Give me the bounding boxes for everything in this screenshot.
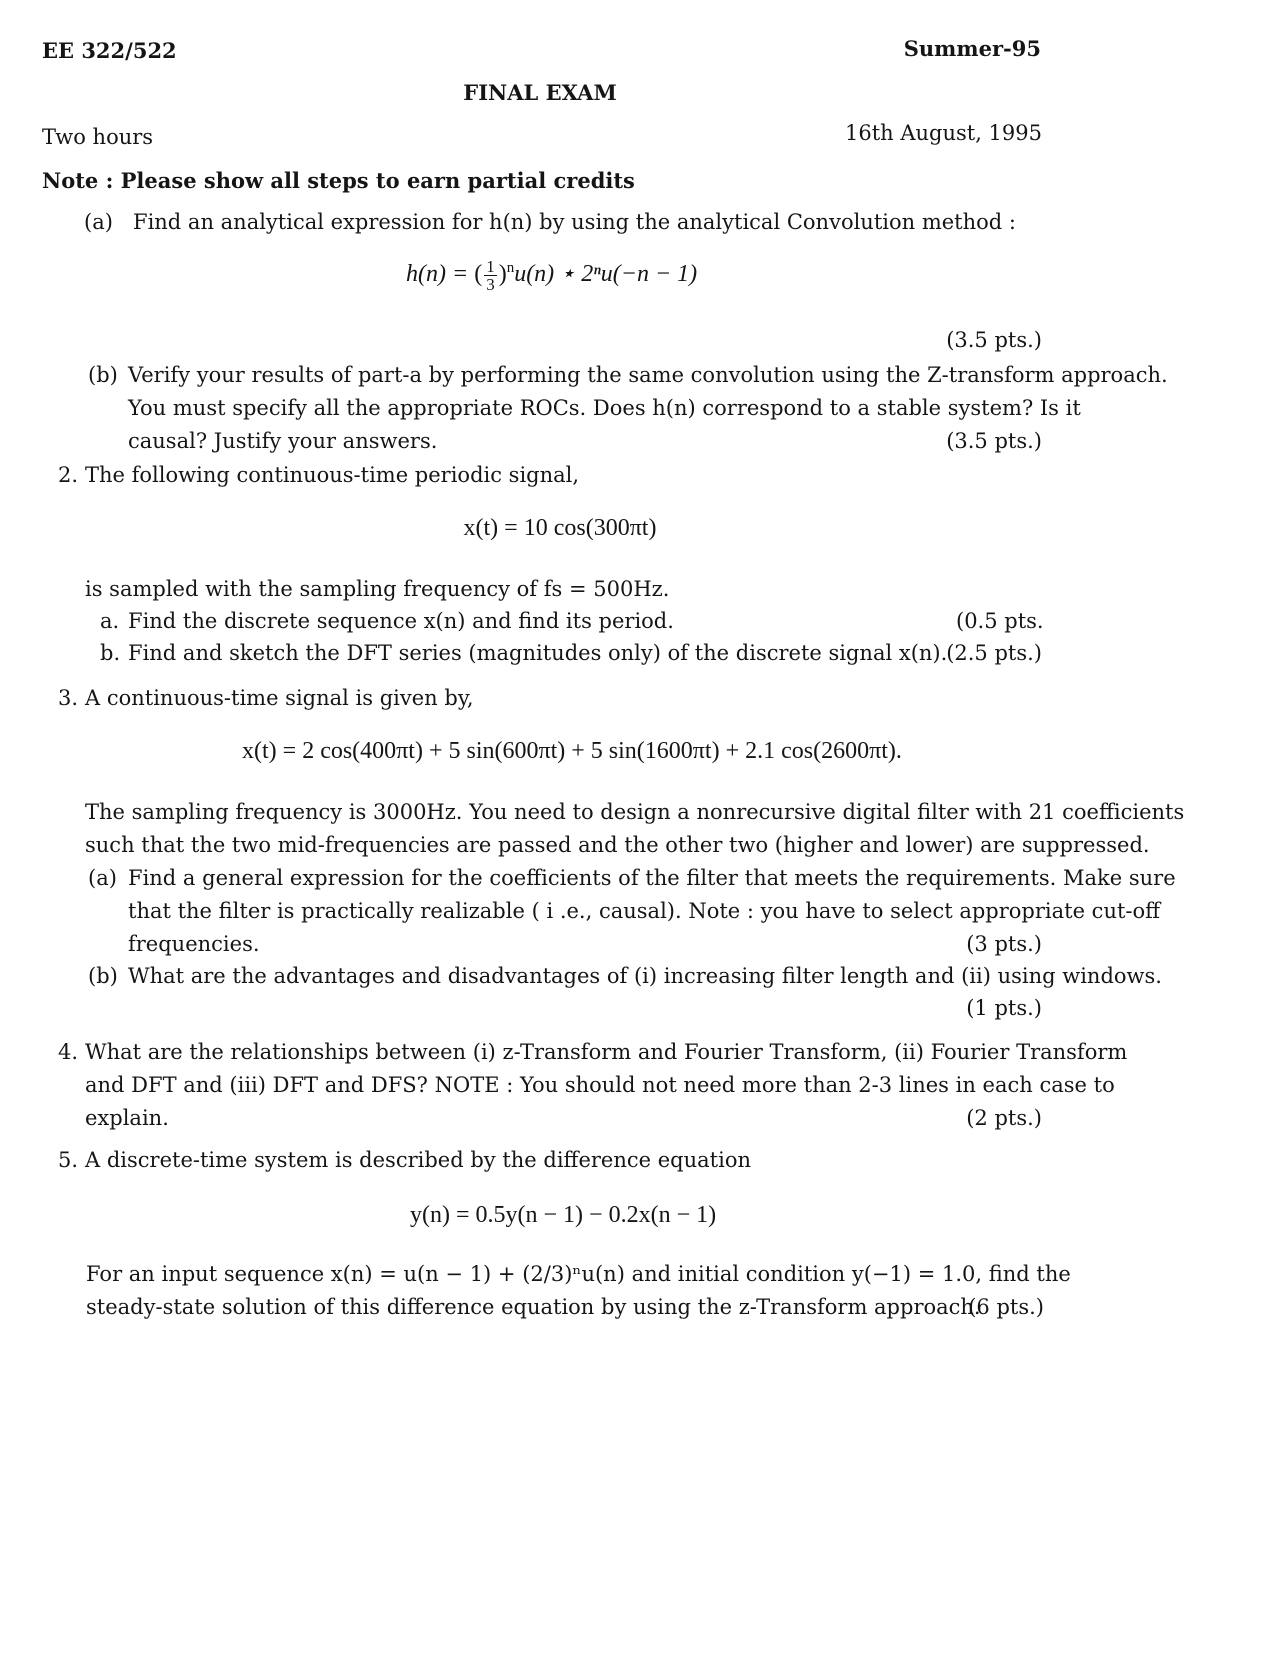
q3-paragraph	[85, 796, 1185, 862]
q3-a-line: that the filter is practically realizable ( i .e., causal). Note : you have to select appropriate cut-off	[128, 899, 1161, 923]
q3-a-text	[128, 862, 1176, 961]
q2-sampled: is sampled with the sampling frequency of fs = 500Hz.	[85, 577, 670, 601]
q3-line: such that the two mid-frequencies are passed and the other two (higher and lower) are suppressed.	[85, 833, 1150, 857]
q4-line	[85, 1102, 1042, 1135]
q5-intro: A discrete-time system is described by the difference equation	[85, 1148, 751, 1172]
q4-line: What are the relationships between (i) z-Transform and Fourier Transform, (ii) Fourier Transform	[85, 1040, 1128, 1064]
q4-text	[85, 1036, 1128, 1135]
q1-b-line	[128, 425, 1042, 458]
q1-eq-exponent: n	[506, 260, 515, 277]
q4-line-text: explain.	[85, 1106, 169, 1130]
exam-date: 16th August, 1995	[844, 121, 1042, 145]
term: Summer-95	[903, 36, 1041, 61]
q4-line: and DFT and (iii) DFT and DFS? NOTE : You should not need more than 2-3 lines in each case to	[85, 1073, 1115, 1097]
q3-b-points: (1 pts.)	[966, 996, 1042, 1020]
q3-a-line: Find a general expression for the coefficients of the filter that meets the requirements. Make sure	[128, 866, 1176, 890]
q3-b-text: What are the advantages and disadvantages of (i) increasing filter length and (ii) using windows.	[128, 964, 1162, 988]
q1-equation: h(n) = ( $\frac{1}{3}$ )$^n$u(n) ⋆ 2ⁿu(−n − 1)	[406, 257, 698, 294]
q3-number: 3.	[58, 686, 79, 710]
q4-number: 4.	[58, 1040, 79, 1064]
q2-a-text: Find the discrete sequence x(n) and find its period.	[128, 609, 674, 633]
q1-a-points: (3.5 pts.)	[946, 328, 1042, 352]
q5-line-text: steady-state solution of this difference equation by using the z-Transform approach.	[86, 1295, 981, 1319]
q2-number: 2.	[58, 463, 79, 487]
q1-eq-rhs: u(n) ⋆ 2ⁿu(−n − 1)	[514, 261, 698, 288]
q1-b-line: You must specify all the appropriate ROCs. Does h(n) correspond to a stable system? Is it	[128, 396, 1081, 420]
q2-equation: x(t) = 10 cos(300πt)	[463, 515, 657, 541]
q2-b-label: b.	[100, 641, 121, 665]
q2-b-points: (2.5 pts.)	[946, 641, 1042, 665]
q1-b-line-text: causal? Justify your answers.	[128, 429, 438, 453]
q1-eq-lhs: h(n) =	[406, 261, 469, 288]
q3-intro: A continuous-time signal is given by,	[85, 686, 474, 710]
exam-duration: Two hours	[42, 125, 154, 149]
q3-b-label: (b)	[88, 964, 118, 988]
course-code: EE 322/522	[42, 38, 177, 63]
q2-a-points: (0.5 pts.	[956, 609, 1044, 633]
frac-denominator: 3	[486, 275, 495, 294]
q1-b-label: (b)	[88, 363, 118, 387]
q5-line	[86, 1291, 1044, 1324]
exam-note: Note : Please show all steps to earn partial credits	[42, 168, 635, 193]
q3-a-points: (3 pts.)	[966, 932, 1042, 956]
q1-b-points: (3.5 pts.)	[946, 429, 1042, 453]
q5-number: 5.	[58, 1148, 79, 1172]
q1-eq-fraction	[484, 258, 497, 293]
q2-intro: The following continuous-time periodic signal,	[85, 463, 580, 487]
q4-points: (2 pts.)	[966, 1106, 1042, 1130]
q5-equation: y(n) = 0.5y(n − 1) − 0.2x(n − 1)	[410, 1202, 717, 1228]
q3-a-label: (a)	[88, 866, 117, 890]
q1-a-label: (a)	[84, 210, 113, 234]
q5-line: For an input sequence x(n) = u(n − 1) + (2/3)ⁿu(n) and initial condition y(−1) = 1.0, find the	[86, 1262, 1071, 1286]
page-title: FINAL EXAM	[463, 80, 617, 105]
q1-b-text	[128, 359, 1168, 458]
q2-a-label: a.	[100, 609, 120, 633]
q2-b-text: Find and sketch the DFT series (magnitudes only) of the discrete signal x(n).	[128, 641, 948, 665]
q1-b-line: Verify your results of part-a by performing the same convolution using the Z-transform approach.	[128, 363, 1168, 387]
q3-a-line	[128, 928, 1042, 961]
q3-line: The sampling frequency is 3000Hz. You need to design a nonrecursive digital filter with 21 coefficients	[85, 800, 1185, 824]
q3-equation: x(t) = 2 cos(400πt) + 5 sin(600πt) + 5 sin(1600πt) + 2.1 cos(2600πt).	[242, 738, 902, 764]
frac-numerator: 1	[486, 257, 495, 276]
q5-text	[86, 1258, 1071, 1324]
q3-a-line-text: frequencies.	[128, 932, 260, 956]
q1-a-text: Find an analytical expression for h(n) by using the analytical Convolution method :	[133, 210, 1016, 234]
q5-points: (6 pts.)	[968, 1295, 1044, 1319]
